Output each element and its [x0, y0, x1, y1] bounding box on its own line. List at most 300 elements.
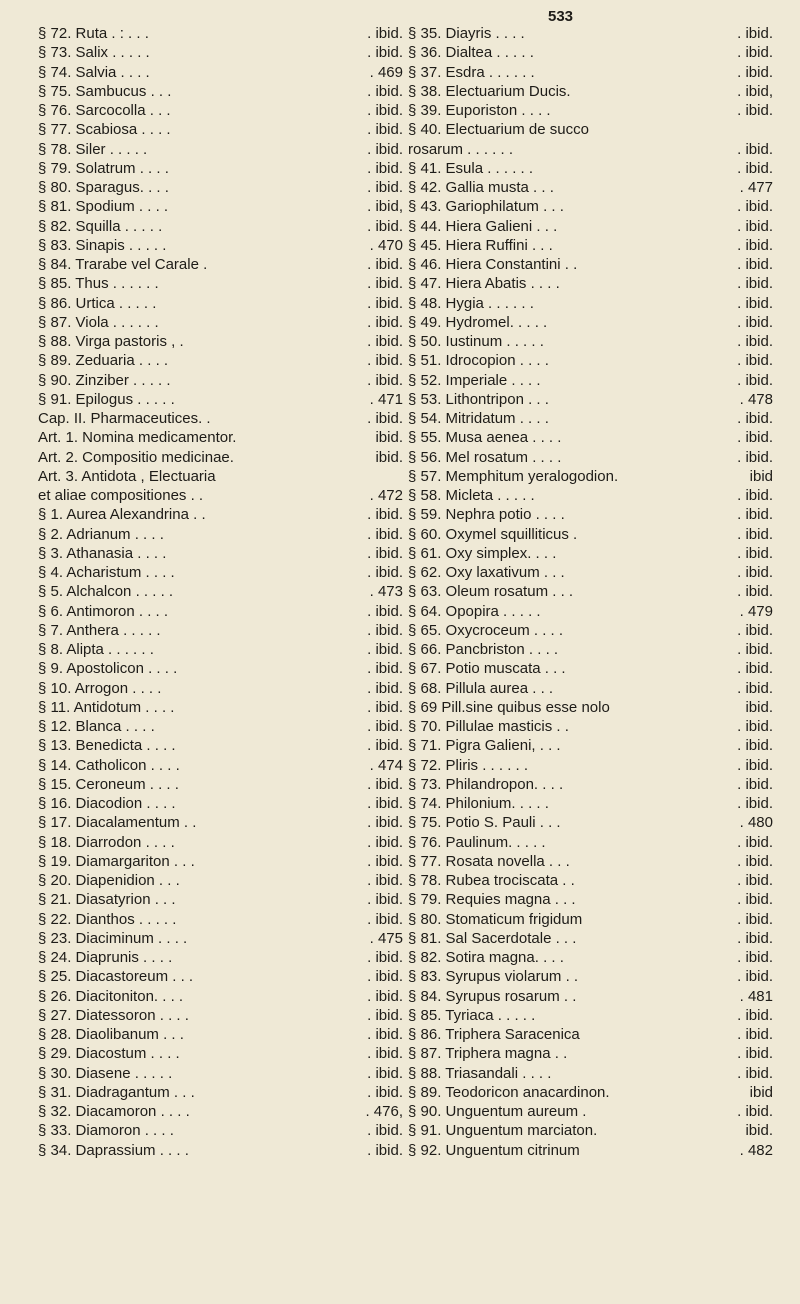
entry-title: § 61. Oxy simplex. . . .	[408, 544, 557, 562]
index-entry	[38, 679, 403, 698]
entry-title: § 84. Trarabe vel Carale .	[38, 256, 208, 273]
entry-page-ref: ibid	[749, 467, 773, 485]
entry-title: § 27. Diatessoron . . . .	[38, 1006, 189, 1024]
entry-title: § 46. Hiera Constantini . .	[408, 256, 578, 273]
entry-title: § 74. Salvia . . . .	[38, 63, 150, 81]
index-entry	[408, 582, 773, 601]
entry-title: § 77. Scabiosa . . . .	[38, 121, 171, 139]
entry-title: § 6. Antimoron . . . .	[38, 602, 169, 620]
entry-title: § 82. Sotira magna. . . .	[408, 949, 564, 966]
entry-title: § 83. Syrupus violarum . .	[408, 968, 579, 986]
entry-title: § 87. Triphera magna . .	[408, 1045, 568, 1063]
entry-page-ref: . ibid.	[737, 852, 773, 870]
entry-title: § 82. Squilla . . . . .	[38, 217, 163, 235]
entry-page-ref: . ibid.	[737, 949, 773, 966]
entry-page-ref: . 476,	[365, 1103, 403, 1120]
entry-page-ref: . ibid.	[367, 25, 403, 42]
entry-page-ref: . ibid.	[367, 949, 403, 966]
entry-title: § 48. Hygia . . . . . .	[408, 294, 534, 312]
entry-title: § 49. Hydromel. . . . .	[408, 313, 548, 331]
entry-title: § 5. Alchalcon . . . . .	[38, 583, 174, 601]
entry-page-ref: . ibid.	[737, 140, 773, 158]
entry-page-ref: . ibid.	[367, 872, 403, 889]
entry-page-ref: . ibid.	[737, 217, 773, 235]
entry-page-ref: . ibid.	[737, 833, 773, 851]
index-entry	[38, 910, 403, 929]
entry-page-ref: . ibid.	[367, 968, 403, 986]
index-entry	[38, 794, 403, 813]
index-entry	[408, 313, 773, 332]
index-entry	[38, 371, 403, 390]
entry-title: § 40. Electuarium de succo	[408, 121, 589, 139]
entry-title: § 2. Adrianum . . . .	[38, 525, 164, 543]
entry-page-ref: . ibid.	[367, 1026, 403, 1043]
entry-title: Art. 2. Compositio medicinae.	[38, 448, 234, 466]
entry-title: § 17. Diacalamentum . .	[38, 814, 197, 832]
entry-page-ref: . ibid.	[367, 313, 403, 331]
entry-title: § 12. Blanca . . . .	[38, 718, 155, 735]
index-entry	[38, 43, 403, 62]
entry-page-ref: . ibid.	[367, 410, 403, 427]
entry-page-ref: . ibid.	[737, 872, 773, 889]
entry-title: § 47. Hiera Abatis . . . .	[408, 275, 560, 293]
index-entry	[38, 659, 403, 678]
index-entry	[38, 448, 403, 467]
entry-page-ref: . 469	[369, 63, 403, 81]
entry-title: § 18. Diarrodon . . . .	[38, 833, 175, 851]
entry-page-ref: . ibid.	[367, 891, 403, 909]
entry-title: § 59. Nephra potio . . . .	[408, 506, 565, 524]
entry-page-ref: . ibid.	[737, 313, 773, 331]
entry-page-ref: . ibid.	[367, 275, 403, 293]
entry-title: § 38. Electuarium Ducis.	[408, 82, 571, 100]
entry-page-ref: . ibid.	[737, 891, 773, 909]
entry-title: § 9. Apostolicon . . . .	[38, 660, 178, 678]
index-entry	[408, 63, 773, 82]
index-entry	[408, 948, 773, 967]
entry-page-ref: . ibid.	[737, 236, 773, 254]
index-entry	[38, 236, 403, 255]
entry-page-ref: . ibid.	[737, 1103, 773, 1120]
index-entry	[38, 390, 403, 409]
index-entry	[38, 640, 403, 659]
index-entry	[408, 871, 773, 890]
index-entry	[38, 871, 403, 890]
index-entry	[408, 505, 773, 524]
entry-page-ref: . ibid.	[737, 44, 773, 62]
entry-page-ref: ibid.	[745, 698, 773, 716]
entry-page-ref: . ibid.	[367, 641, 403, 658]
entry-title: § 45. Hiera Ruffini . . .	[408, 236, 553, 254]
entry-page-ref: . ibid.	[737, 1045, 773, 1063]
entry-title: § 60. Oxymel squilliticus .	[408, 525, 578, 543]
index-entry	[408, 140, 773, 159]
index-entry	[408, 698, 773, 717]
index-entry	[38, 197, 403, 216]
entry-page-ref: . ibid.	[367, 1083, 403, 1101]
entry-title: § 91. Epilogus . . . . .	[38, 390, 175, 408]
entry-page-ref: . ibid.	[737, 352, 773, 370]
entry-page-ref: . ibid.	[737, 737, 773, 755]
entry-page-ref: . ibid.	[737, 564, 773, 581]
index-entry	[408, 987, 773, 1006]
index-entry	[38, 217, 403, 236]
entry-page-ref: . ibid,	[367, 198, 403, 216]
index-column-left	[38, 24, 403, 1160]
entry-page-ref: . ibid.	[737, 621, 773, 639]
index-entry	[38, 948, 403, 967]
entry-title: § 80. Sparagus. . . .	[38, 179, 169, 196]
entry-page-ref: . 479	[739, 602, 773, 620]
entry-title: § 74. Philonium. . . . .	[408, 795, 549, 812]
entry-page-ref: . ibid.	[367, 795, 403, 812]
entry-page-ref: ibid	[749, 1083, 773, 1101]
index-entry	[38, 736, 403, 755]
index-entry	[38, 332, 403, 351]
index-entry	[408, 294, 773, 313]
entry-title: § 79. Requies magna . . .	[408, 891, 576, 909]
entry-page-ref: . ibid.	[737, 198, 773, 216]
index-entry	[38, 409, 403, 428]
entry-title: § 80. Stomaticum frigidum	[408, 910, 583, 928]
entry-title: Cap. II. Pharmaceutices. .	[38, 410, 211, 427]
index-entry	[408, 1141, 773, 1160]
index-entry	[38, 1121, 403, 1140]
entry-page-ref: . ibid.	[367, 775, 403, 793]
entry-page-ref: . ibid.	[737, 294, 773, 312]
index-entry	[38, 178, 403, 197]
entry-title: § 33. Diamoron . . . .	[38, 1122, 174, 1140]
entry-page-ref: . 470	[369, 236, 403, 254]
entry-title: § 8. Alipta . . . . . .	[38, 641, 154, 658]
index-entry	[38, 120, 403, 139]
index-entry	[38, 987, 403, 1006]
entry-title: rosarum . . . . . .	[408, 140, 514, 158]
entry-page-ref: . ibid.	[737, 506, 773, 524]
index-entry	[38, 621, 403, 640]
entry-title: § 42. Gallia musta . . .	[408, 179, 554, 196]
entry-title: § 87. Viola . . . . . .	[38, 313, 159, 331]
entry-title: § 54. Mitridatum . . . .	[408, 410, 549, 427]
entry-page-ref: . ibid.	[367, 140, 403, 158]
index-entry	[38, 525, 403, 544]
entry-title: § 7. Anthera . . . . .	[38, 621, 161, 639]
index-entry	[408, 525, 773, 544]
entry-title: § 81. Spodium . . . .	[38, 198, 169, 216]
index-entry	[38, 775, 403, 794]
entry-title: § 78. Siler . . . . .	[38, 140, 148, 158]
index-entry	[38, 544, 403, 563]
entry-title: § 85. Tyriaca . . . . .	[408, 1006, 536, 1024]
entry-title: § 11. Antidotum . . . .	[38, 698, 175, 716]
entry-title: § 44. Hiera Galieni . . .	[408, 217, 558, 235]
index-entry	[38, 24, 403, 43]
index-entry	[408, 929, 773, 948]
index-entry	[38, 756, 403, 775]
index-entry	[408, 563, 773, 582]
index-entry	[408, 775, 773, 794]
entry-page-ref: . 482	[739, 1141, 773, 1159]
entry-page-ref: . ibid.	[737, 429, 773, 447]
entry-page-ref: ibid.	[745, 1122, 773, 1140]
entry-page-ref: . ibid.	[737, 275, 773, 293]
entry-title: § 77. Rosata novella . . .	[408, 852, 570, 870]
entry-title: § 32. Diacamoron . . . .	[38, 1103, 190, 1120]
entry-page-ref: . ibid.	[367, 1006, 403, 1024]
entry-title: § 26. Diacitoniton. . . .	[38, 987, 184, 1005]
entry-page-ref: . ibid.	[737, 487, 773, 504]
entry-page-ref: . 473	[369, 583, 403, 601]
index-entry	[38, 159, 403, 178]
entry-page-ref: . ibid.	[367, 333, 403, 350]
index-entry	[38, 140, 403, 159]
entry-page-ref: . ibid.	[367, 718, 403, 735]
index-entry	[38, 967, 403, 986]
entry-title: § 37. Esdra . . . . . .	[408, 63, 535, 81]
entry-title: § 91. Unguentum marciaton.	[408, 1122, 598, 1140]
entry-page-ref: . ibid.	[367, 159, 403, 177]
entry-page-ref: . ibid.	[737, 929, 773, 947]
entry-title: § 63. Oleum rosatum . . .	[408, 583, 574, 601]
entry-title: § 21. Diasatyrion . . .	[38, 891, 176, 909]
index-entry	[38, 428, 403, 447]
entry-page-ref: . ibid.	[737, 795, 773, 812]
entry-page-ref: . ibid,	[737, 82, 773, 100]
entry-page-ref: . ibid.	[367, 814, 403, 832]
entry-page-ref: . ibid.	[737, 410, 773, 427]
entry-title: § 72. Ruta . : . . .	[38, 25, 149, 42]
entry-page-ref: . 474	[369, 756, 403, 774]
entry-page-ref: . ibid.	[737, 756, 773, 774]
entry-page-ref: . ibid.	[367, 910, 403, 928]
entry-title: § 30. Diasene . . . . .	[38, 1064, 173, 1082]
index-entry	[408, 1064, 773, 1083]
entry-title: § 68. Pillula aurea . . .	[408, 679, 554, 697]
entry-page-ref: . ibid.	[737, 660, 773, 678]
index-entry	[408, 621, 773, 640]
index-entry	[408, 332, 773, 351]
index-entry	[408, 448, 773, 467]
index-entry	[408, 1044, 773, 1063]
index-entry	[408, 890, 773, 909]
entry-page-ref: . ibid.	[367, 352, 403, 370]
index-entry	[408, 486, 773, 505]
entry-page-ref: . ibid.	[367, 371, 403, 389]
index-entry	[408, 640, 773, 659]
index-column-right	[408, 24, 773, 1160]
entry-title: § 41. Esula . . . . . .	[408, 159, 534, 177]
entry-page-ref: . ibid.	[367, 679, 403, 697]
entry-title: § 65. Oxycroceum . . . .	[408, 621, 564, 639]
entry-title: § 79. Solatrum . . . .	[38, 159, 169, 177]
index-entry	[408, 390, 773, 409]
entry-page-ref: . 472	[369, 487, 403, 504]
entry-page-ref: . ibid.	[737, 371, 773, 389]
index-entry	[408, 1121, 773, 1140]
index-entry	[408, 659, 773, 678]
index-entry	[408, 794, 773, 813]
index-entry	[408, 43, 773, 62]
entry-page-ref: . ibid.	[737, 333, 773, 350]
index-entry	[408, 159, 773, 178]
entry-title: § 71. Pigra Galieni, . . .	[408, 737, 561, 755]
entry-title: § 83. Sinapis . . . . .	[38, 236, 167, 254]
entry-page-ref: . ibid.	[367, 1122, 403, 1140]
index-entry	[408, 120, 773, 139]
entry-title: § 4. Acharistum . . . .	[38, 564, 175, 581]
entry-page-ref: . ibid.	[737, 63, 773, 81]
entry-page-ref: . ibid.	[737, 544, 773, 562]
entry-title: § 78. Rubea trociscata . .	[408, 872, 575, 889]
index-entry	[408, 371, 773, 390]
index-entry	[38, 1102, 403, 1121]
index-entry	[38, 929, 403, 948]
entry-title: § 35. Diayris . . . .	[408, 25, 525, 42]
index-entry	[38, 602, 403, 621]
index-entry	[38, 1064, 403, 1083]
index-entry	[408, 679, 773, 698]
entry-page-ref: . 478	[739, 390, 773, 408]
entry-title: § 89. Zeduaria . . . .	[38, 352, 169, 370]
entry-page-ref: . ibid.	[737, 25, 773, 42]
entry-title: § 3. Athanasia . . . .	[38, 544, 167, 562]
entry-page-ref: . ibid.	[367, 698, 403, 716]
entry-page-ref: . ibid.	[737, 679, 773, 697]
entry-title: § 1. Aurea Alexandrina . .	[38, 506, 206, 524]
index-entry	[38, 294, 403, 313]
index-entry	[38, 563, 403, 582]
entry-page-ref: ibid.	[375, 429, 403, 447]
entry-title: § 86. Urtica . . . . .	[38, 294, 157, 312]
index-entry	[38, 351, 403, 370]
entry-title: § 89. Teodoricon anacardinon.	[408, 1083, 610, 1101]
entry-page-ref: . 477	[739, 179, 773, 196]
entry-title: § 52. Imperiale . . . .	[408, 371, 541, 389]
entry-title: § 15. Ceroneum . . . .	[38, 775, 179, 793]
index-entry	[38, 833, 403, 852]
entry-title: § 62. Oxy laxativum . . .	[408, 564, 565, 581]
entry-title: § 19. Diamargariton . . .	[38, 852, 195, 870]
index-entry	[408, 1006, 773, 1025]
index-entry	[38, 467, 403, 486]
entry-page-ref: . ibid.	[737, 1026, 773, 1043]
entry-page-ref: . ibid.	[367, 44, 403, 62]
entry-title: § 85. Thus . . . . . .	[38, 275, 159, 293]
index-entry	[38, 813, 403, 832]
entry-title: § 56. Mel rosatum . . . .	[408, 448, 562, 466]
entry-title: § 76. Paulinum. . . . .	[408, 833, 546, 851]
entry-page-ref: . ibid.	[367, 544, 403, 562]
index-entry	[408, 852, 773, 871]
entry-title: § 10. Arrogon . . . .	[38, 679, 162, 697]
index-entry	[38, 698, 403, 717]
entry-title: § 23. Diaciminum . . . .	[38, 929, 188, 947]
entry-title: § 69 Pill.sine quibus esse nolo	[408, 698, 610, 716]
entry-page-ref: . ibid.	[367, 564, 403, 581]
index-entry	[408, 602, 773, 621]
entry-page-ref: . ibid.	[367, 602, 403, 620]
entry-title: § 72. Pliris . . . . . .	[408, 756, 529, 774]
index-entry	[408, 178, 773, 197]
entry-page-ref: . ibid.	[367, 987, 403, 1005]
index-entry	[38, 717, 403, 736]
index-entry	[408, 756, 773, 775]
index-entry	[38, 63, 403, 82]
entry-page-ref: . ibid.	[367, 1064, 403, 1082]
entry-page-ref: . ibid.	[367, 179, 403, 196]
entry-page-ref: . ibid.	[367, 82, 403, 100]
entry-title: § 36. Dialtea . . . . .	[408, 44, 534, 62]
entry-title: § 50. Iustinum . . . . .	[408, 333, 544, 350]
index-entry	[408, 833, 773, 852]
index-entry	[408, 717, 773, 736]
entry-title: § 13. Benedicta . . . .	[38, 737, 176, 755]
entry-title: et aliae compositiones . .	[38, 487, 204, 504]
entry-page-ref: . ibid.	[737, 641, 773, 658]
entry-title: § 43. Gariophilatum . . .	[408, 198, 564, 216]
index-entry	[38, 1044, 403, 1063]
entry-title: § 53. Lithontripon . . .	[408, 390, 549, 408]
index-entry	[408, 82, 773, 101]
entry-title: § 73. Salix . . . . .	[38, 44, 150, 62]
entry-title: § 70. Pillulae masticis . .	[408, 718, 569, 735]
index-entry	[408, 255, 773, 274]
index-entry	[38, 1025, 403, 1044]
entry-title: § 57. Memphitum yeralogodion.	[408, 467, 619, 485]
entry-page-ref: ibid.	[375, 448, 403, 466]
entry-page-ref: . ibid.	[367, 1045, 403, 1063]
entry-page-ref: . ibid.	[367, 294, 403, 312]
entry-page-ref: . ibid.	[737, 583, 773, 601]
index-entry	[408, 544, 773, 563]
entry-page-ref: . 471	[369, 390, 403, 408]
entry-title: § 88. Triasandali . . . .	[408, 1064, 552, 1082]
index-entry	[408, 274, 773, 293]
entry-title: § 73. Philandropon. . . .	[408, 775, 564, 793]
index-entry	[38, 1141, 403, 1160]
entry-title: § 84. Syrupus rosarum . .	[408, 987, 577, 1005]
index-entry	[38, 582, 403, 601]
index-entry	[38, 852, 403, 871]
index-entry	[38, 101, 403, 120]
entry-page-ref: . 480	[739, 814, 773, 832]
entry-title: § 20. Diapenidion . . .	[38, 872, 180, 889]
entry-page-ref: . ibid.	[737, 102, 773, 119]
index-entry	[408, 24, 773, 43]
index-entry	[408, 1102, 773, 1121]
entry-title: § 75. Potio S. Pauli . . .	[408, 814, 561, 832]
index-entry	[408, 1025, 773, 1044]
entry-page-ref: . ibid.	[367, 852, 403, 870]
entry-page-ref: . ibid.	[367, 737, 403, 755]
entry-title: Art. 1. Nomina medicamentor.	[38, 429, 237, 447]
entry-page-ref: . ibid.	[737, 256, 773, 273]
index-entry	[38, 890, 403, 909]
entry-title: Art. 3. Antidota , Electuaria	[38, 467, 216, 485]
entry-title: § 25. Diacastoreum . . .	[38, 968, 194, 986]
index-entry	[38, 1006, 403, 1025]
page-number: 533	[548, 8, 574, 25]
entry-page-ref: . 481	[739, 987, 773, 1005]
index-entry	[38, 255, 403, 274]
entry-page-ref: . ibid.	[737, 775, 773, 793]
entry-title: § 90. Zinziber . . . . .	[38, 371, 171, 389]
entry-title: § 92. Unguentum citrinum	[408, 1141, 580, 1159]
entry-title: § 14. Catholicon . . . .	[38, 756, 180, 774]
entry-page-ref: . ibid.	[737, 1064, 773, 1082]
index-entry	[408, 197, 773, 216]
index-entry	[408, 236, 773, 255]
